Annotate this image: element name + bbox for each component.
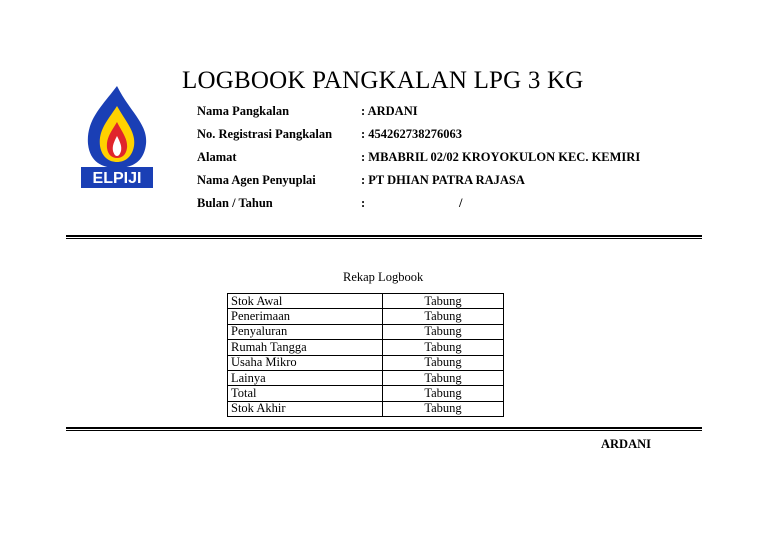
row-label: Penyaluran: [228, 324, 383, 339]
row-label: Stok Awal: [228, 294, 383, 309]
row-unit: Tabung: [383, 386, 504, 401]
row-unit: Tabung: [383, 355, 504, 370]
row-unit: Tabung: [383, 370, 504, 385]
info-value: : ARDANI: [361, 104, 418, 118]
table-row: [228, 324, 504, 339]
row-unit: Tabung: [383, 294, 504, 309]
table-row: [228, 340, 504, 355]
table-row: [228, 309, 504, 324]
table-row: [228, 294, 504, 309]
info-value: :: [361, 196, 366, 210]
logo-text: ELPIJI: [92, 170, 142, 187]
table-row: [228, 386, 504, 401]
page-title: LOGBOOK PANGKALAN LPG 3 KG: [182, 67, 584, 94]
elpiji-logo: [80, 84, 154, 190]
info-label: Alamat: [197, 150, 237, 164]
table-row: [228, 370, 504, 385]
row-label: Penerimaan: [228, 309, 383, 324]
table-row: [228, 355, 504, 370]
info-label: Nama Agen Penyuplai: [197, 173, 316, 187]
rekap-table: [227, 293, 504, 417]
info-label: Bulan / Tahun: [197, 196, 273, 210]
signature-name: ARDANI: [601, 437, 651, 451]
info-value: : 454262738276063: [361, 127, 463, 141]
header-divider: [66, 235, 702, 239]
row-unit: Tabung: [383, 401, 504, 416]
row-label: Stok Akhir: [228, 401, 383, 416]
date-separator: /: [459, 196, 463, 210]
row-label: Usaha Mikro: [228, 355, 383, 370]
info-value: : MBABRIL 02/02 KROYOKULON KEC. KEMIRI: [361, 150, 641, 164]
info-value: : PT DHIAN PATRA RAJASA: [361, 173, 525, 187]
row-label: Total: [228, 386, 383, 401]
row-unit: Tabung: [383, 309, 504, 324]
table-row: [228, 401, 504, 416]
info-label: No. Registrasi Pangkalan: [197, 127, 333, 141]
info-label: Nama Pangkalan: [197, 104, 290, 118]
row-unit: Tabung: [383, 340, 504, 355]
rekap-title: Rekap Logbook: [343, 270, 424, 284]
row-unit: Tabung: [383, 324, 504, 339]
row-label: Rumah Tangga: [228, 340, 383, 355]
row-label: Lainya: [228, 370, 383, 385]
footer-divider: [66, 427, 702, 431]
